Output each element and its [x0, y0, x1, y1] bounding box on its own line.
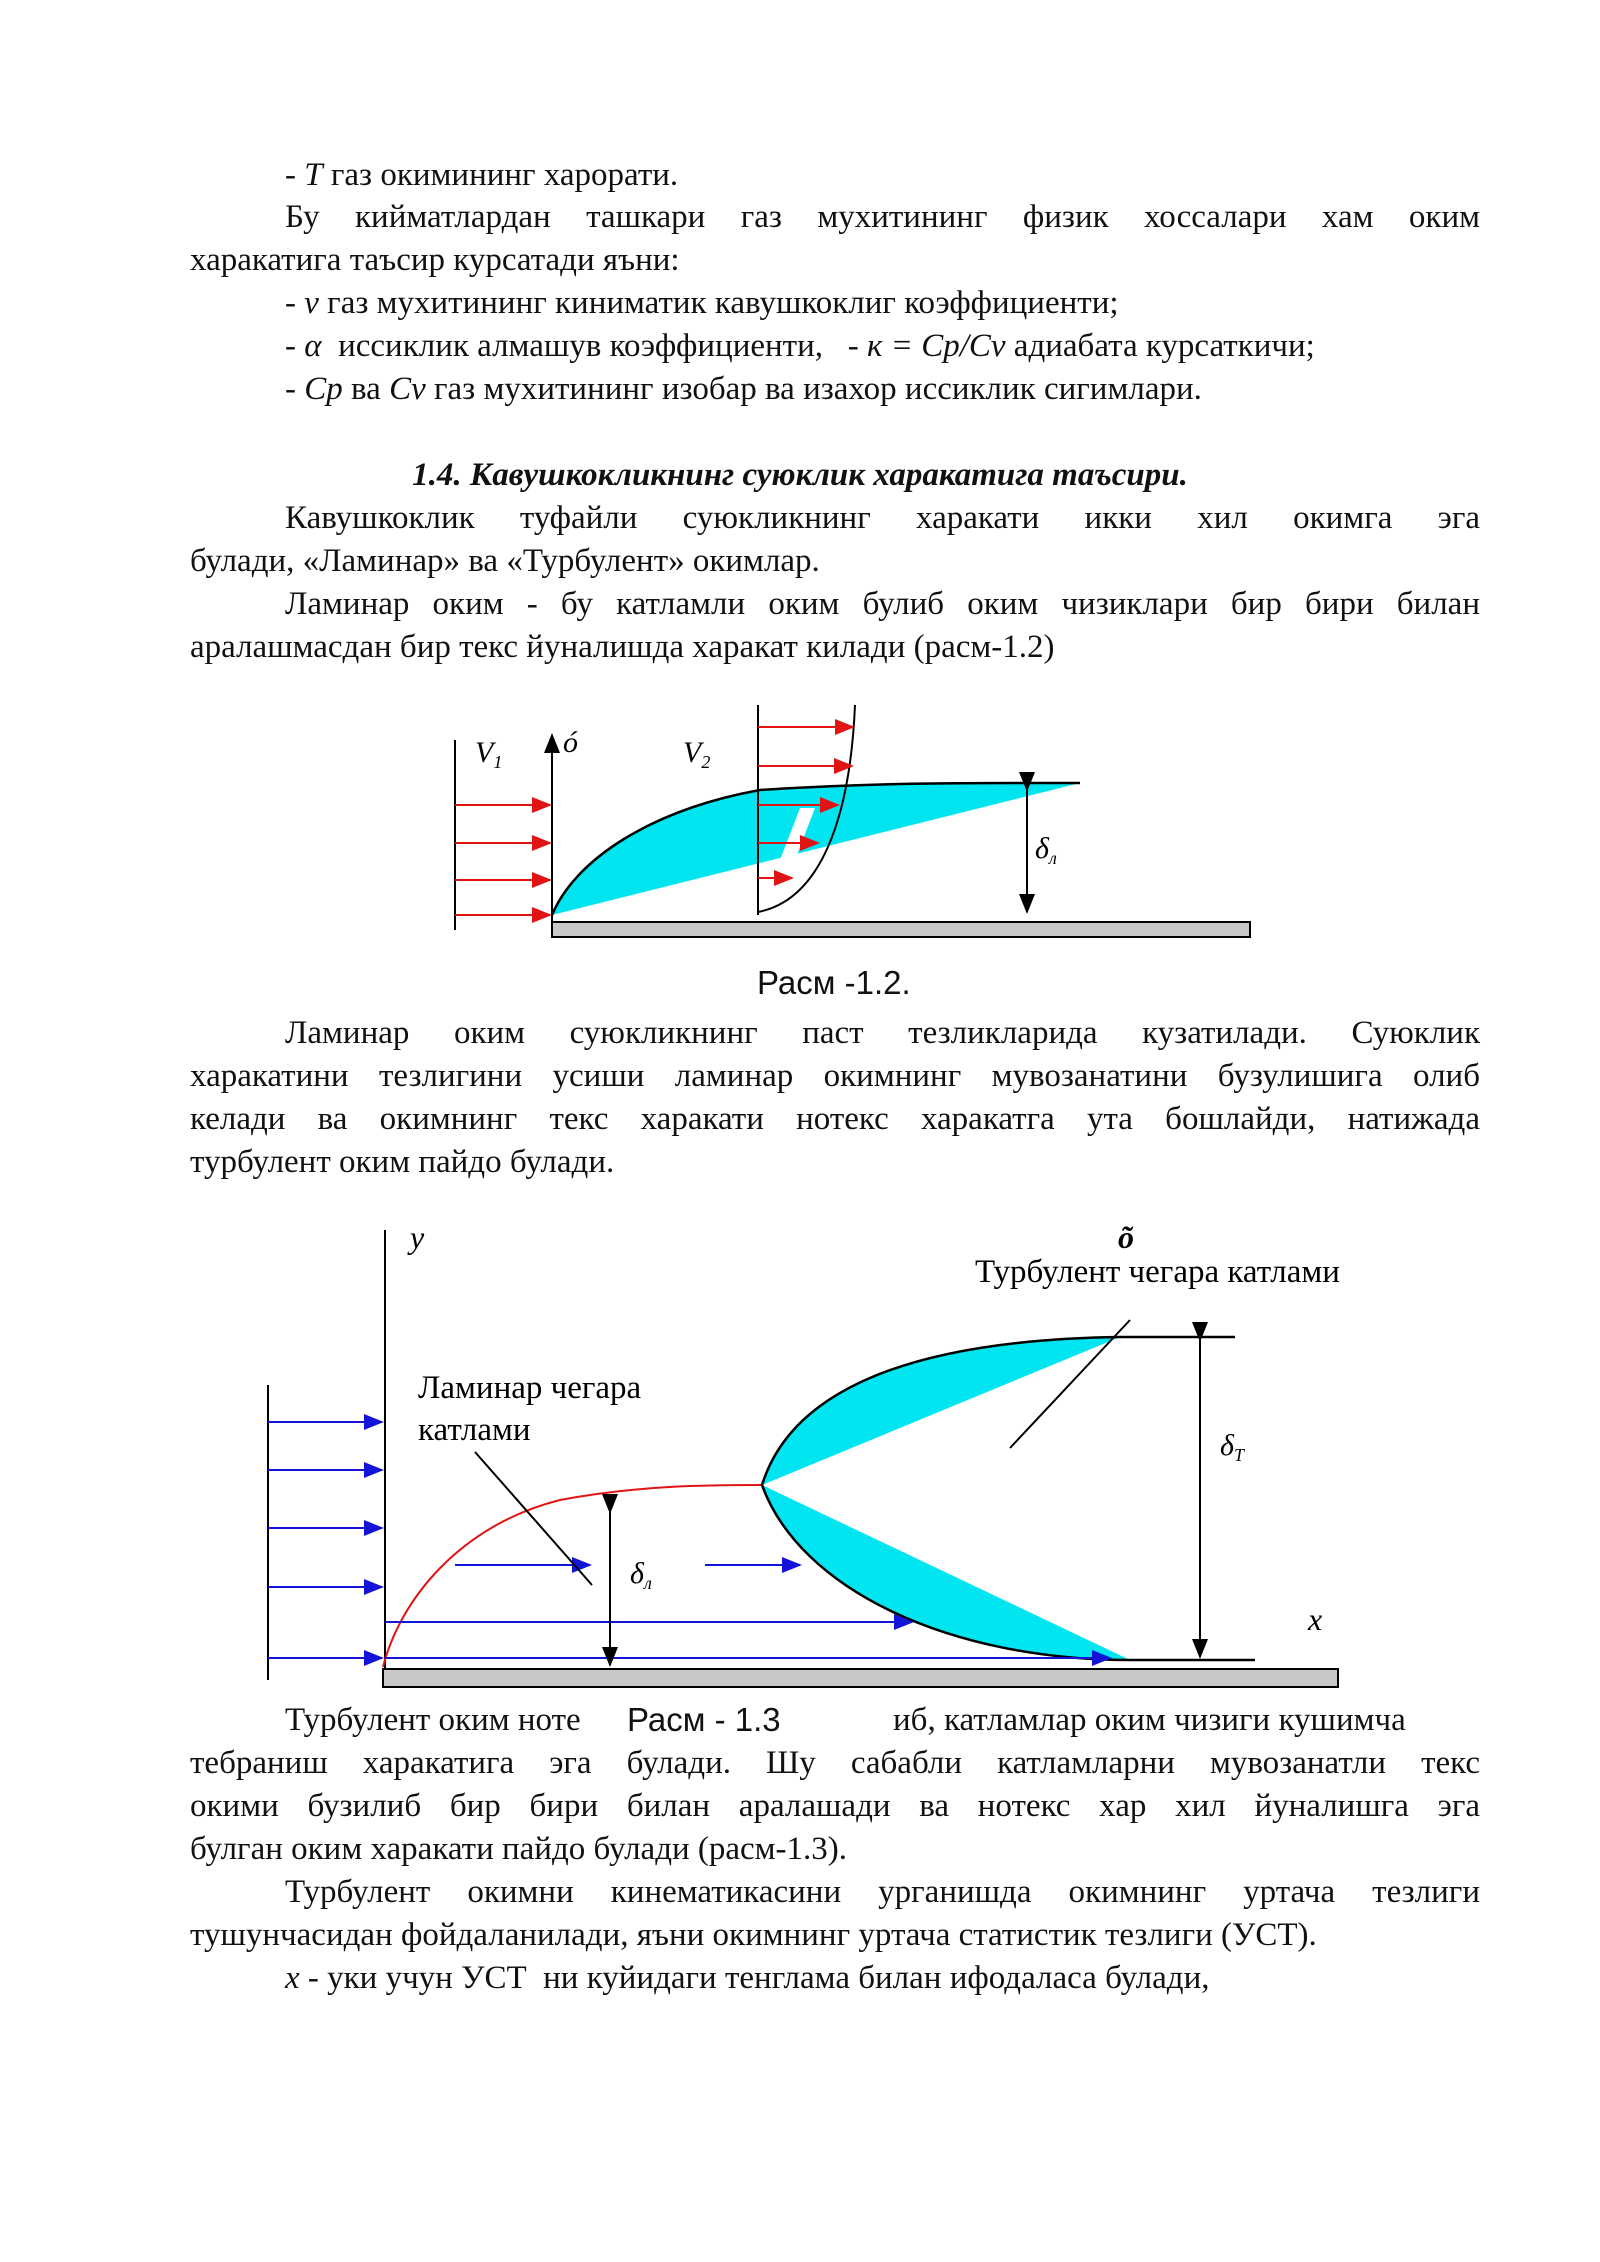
- y-top-label: õ: [1118, 1219, 1134, 1255]
- symbol-cp: Ср: [304, 371, 343, 407]
- paragraph-5-line-1-start: Турбулент оким ноте: [285, 1702, 581, 1738]
- v2-label: $V_2$: [683, 736, 711, 772]
- symbol-nu: ν: [304, 285, 319, 321]
- item-dash: -: [285, 328, 305, 364]
- symbol-x: x: [285, 1960, 300, 1996]
- symbol-alpha: α: [304, 328, 322, 364]
- paragraph-6-line-2: тушунчасидан фойдаланилади, яъни окимнинг уртача статистик тезлиги (УСТ).: [190, 1917, 1317, 1953]
- paragraph-5-line-2: тебраниш харакатига эга булади. Шу сабабли катламларни мувозанатли текс: [190, 1745, 1480, 1781]
- item-text: ва: [342, 371, 390, 407]
- paragraph-7: [285, 1958, 1209, 1998]
- paragraph-7-text: - уки учун УСТ ни куйидаги тенглама билан ифодаласа булади,: [299, 1960, 1210, 1996]
- item-text: газ мухитининг изобар ва изахор иссиклик сигимлари.: [425, 371, 1202, 407]
- paragraph-4-line-3: келади ва окимнинг текс харакати нотекс харакатга ута бошлайди, натижада: [190, 1101, 1480, 1137]
- item-text: газ окимининг харорати.: [322, 157, 679, 193]
- figure-1-caption: Расм -1.2.: [757, 964, 911, 1001]
- item-text: газ мухитининг киниматик кавушкоклиг коэффициенти;: [318, 285, 1119, 321]
- turbulent-delta-label: $\delta_T$: [1220, 1429, 1244, 1465]
- figure-turbulent-boundary-layer: [250, 1210, 1360, 1710]
- x-axis-label: x: [1308, 1601, 1323, 1637]
- paragraph-1-line-1: Бу кийматлардан ташкари газ мухитининг физик хоссалари хам оким: [285, 199, 1480, 235]
- turbulent-layer-label: Турбулент чегара катлами: [975, 1254, 1340, 1290]
- plate: [552, 922, 1250, 937]
- plate: [383, 1669, 1338, 1687]
- adiabatic-formula: к = Ср/Сv: [867, 328, 1006, 364]
- paragraph-4-line-1: Ламинар оким суюкликнинг паст тезликларида кузатилади. Суюклик: [285, 1015, 1480, 1051]
- laminar-layer-label-1: Ламинар чегара: [418, 1370, 642, 1406]
- laminar-delta-label: $\delta_л$: [630, 1557, 652, 1593]
- paragraph-2-line-2: булади, «Ламинар» ва «Турбулент» окимлар.: [190, 543, 820, 579]
- symbol-cv: Сv: [389, 371, 426, 407]
- paragraph-4-line-4: турбулент оким пайдо булади.: [190, 1144, 615, 1180]
- viscosity-item: [285, 283, 1119, 323]
- delta-label: $\delta_л$: [1035, 832, 1057, 868]
- item-dash: -: [285, 285, 305, 321]
- v1-label: $V_1$: [475, 736, 503, 772]
- paragraph-4-line-2: харакатини тезлигини усиши ламинар окимнинг мувозанатини бузулишига олиб: [190, 1058, 1480, 1094]
- item-dash: -: [285, 371, 305, 407]
- item-text: адиабата курсаткичи;: [1005, 328, 1315, 364]
- y-axis-label: y: [410, 1219, 425, 1255]
- paragraph-6-line-1: Турбулент окимни кинематикасини урганишда окимнинг уртача тезлиги: [285, 1874, 1480, 1910]
- paragraph-5-line-3: окими бузилиб бир бири билан аралашади ва нотекс хар хил йуналишга эга: [190, 1788, 1480, 1824]
- symbol-t: T: [304, 157, 323, 193]
- paragraph-2-line-1: Кавушкоклик туфайли суюкликнинг харакати икки хил окимга эга: [285, 500, 1480, 536]
- item-dash: -: [285, 157, 305, 193]
- item-text: иссиклик алмашув коэффициенти, -: [321, 328, 867, 364]
- figure-2-caption: Расм - 1.3: [627, 1701, 781, 1738]
- temperature-item: [285, 155, 678, 195]
- y-axis-label: ó: [563, 726, 578, 759]
- turbulent-upper-fill: [762, 1337, 1120, 1485]
- paragraph-3-line-2: аралашмасдан бир текс йуналишда харакат килади (расм-1.2): [190, 629, 1055, 665]
- boundary-layer-fill: [552, 783, 1080, 915]
- paragraph-5-line-4: булган оким харакати пайдо булади (расм-1.3).: [190, 1831, 848, 1867]
- section-heading: 1.4. Кавушкокликнинг суюклик харакатига таъсири.: [412, 457, 1188, 493]
- paragraph-3-line-1: Ламинар оким - бу катламли оким булиб оким чизиклари бир бири билан: [285, 586, 1480, 622]
- figure-laminar-boundary-layer: [440, 700, 1270, 950]
- laminar-boundary-curve: [383, 1485, 762, 1667]
- paragraph-1-line-2: харакатига таъсир курсатади яъни:: [190, 242, 680, 278]
- heat-transfer-item: [285, 326, 1315, 366]
- heat-capacity-item: [285, 369, 1202, 409]
- paragraph-5-line-1-end: иб, катламлар оким чизиги кушимча: [893, 1702, 1406, 1738]
- laminar-layer-label-2: катлами: [418, 1412, 531, 1448]
